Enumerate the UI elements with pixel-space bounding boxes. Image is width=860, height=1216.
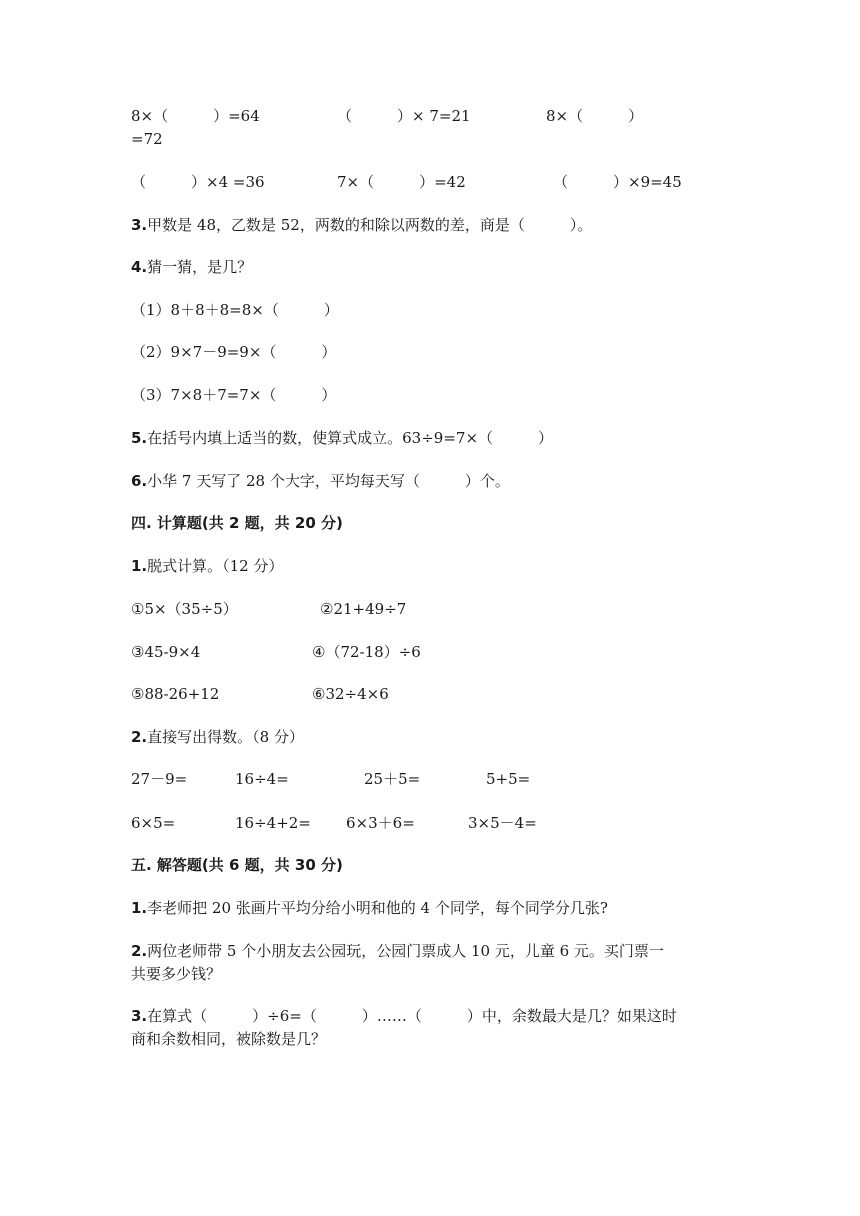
question-text: 李老师把 20 张画片平均分给小明和他的 4 个同学，每个同学分几张? xyxy=(147,899,608,917)
blank-eq-5: 7×（ ）=42 xyxy=(337,173,466,191)
s4-question-2 xyxy=(131,727,304,747)
calc-item-1: ①5×（35÷5） xyxy=(131,600,238,618)
question-number: 1. xyxy=(131,899,148,917)
question-3 xyxy=(131,215,592,235)
blank-eq-1: 8×（ ）=64 xyxy=(131,107,260,125)
calc-item-5: ⑤88-26+12 xyxy=(131,685,220,703)
q4-item-3: （3）7×8＋7=7×（ ） xyxy=(131,386,337,404)
q4-item-2: （2）9×7－9=9×（ ） xyxy=(131,343,337,361)
question-number: 2. xyxy=(131,728,148,746)
blank-eq-3: 8×（ ） xyxy=(546,107,644,125)
section-5-title: 五. 解答题(共 6 题，共 30 分) xyxy=(131,856,343,874)
oral-calc-1: 27－9= xyxy=(131,770,188,788)
s4-question-1 xyxy=(131,556,284,576)
question-text: 小华 7 天写了 28 个大字，平均每天写（ ）个。 xyxy=(147,472,510,490)
s5-question-2-wrap: 共要多少钱？ xyxy=(131,965,222,983)
question-4 xyxy=(131,257,252,277)
calc-item-6: ⑥32÷4×6 xyxy=(312,685,389,703)
s5-question-1 xyxy=(131,898,608,918)
question-number: 3. xyxy=(131,216,148,234)
question-text: 在算式（ ）÷6=（ ）……（ ）中，余数最大是几？如果这时 xyxy=(147,1007,677,1025)
question-text: 甲数是 48，乙数是 52，两数的和除以两数的差，商是（ ）。 xyxy=(147,216,593,234)
blank-eq-2: （ ）× 7=21 xyxy=(337,107,471,125)
question-text: 两位老师带 5 个小朋友去公园玩，公园门票成人 10 元，儿童 6 元。买门票一 xyxy=(147,942,664,960)
question-5 xyxy=(131,428,553,448)
oral-calc-2: 16÷4= xyxy=(235,770,289,788)
q4-item-1: （1）8＋8＋8=8×（ ） xyxy=(131,301,339,319)
blank-eq-6: （ ）×9=45 xyxy=(553,173,682,191)
calc-item-4: ④（72-18）÷6 xyxy=(312,643,421,661)
blank-eq-4: （ ）×4 =36 xyxy=(131,173,265,191)
question-text: 脱式计算。（12 分） xyxy=(147,557,284,575)
oral-calc-6: 16÷4+2= xyxy=(235,814,311,832)
question-number: 1. xyxy=(131,557,148,575)
question-text: 直接写出得数。（8 分） xyxy=(147,728,304,746)
question-number: 6. xyxy=(131,472,148,490)
section-4-title: 四. 计算题(共 2 题，共 20 分) xyxy=(131,514,343,532)
oral-calc-5: 6×5= xyxy=(131,814,176,832)
oral-calc-7: 6×3＋6= xyxy=(346,814,415,832)
question-number: 2. xyxy=(131,942,148,960)
s5-question-3 xyxy=(131,1006,677,1026)
oral-calc-4: 5+5= xyxy=(486,770,531,788)
oral-calc-8: 3×5－4= xyxy=(468,814,537,832)
calc-item-3: ③45-9×4 xyxy=(131,643,201,661)
question-6 xyxy=(131,471,510,491)
calc-item-2: ②21+49÷7 xyxy=(320,600,407,618)
question-number: 5. xyxy=(131,429,148,447)
blank-eq-3-wrap: =72 xyxy=(131,130,163,148)
question-text: 猜一猜，是几？ xyxy=(147,258,253,276)
s5-question-3-wrap: 商和余数相同，被除数是几？ xyxy=(131,1030,327,1048)
question-number: 3. xyxy=(131,1007,148,1025)
question-number: 4. xyxy=(131,258,148,276)
question-text: 在括号内填上适当的数，使算式成立。63÷9=7×（ ） xyxy=(147,429,554,447)
oral-calc-3: 25＋5= xyxy=(364,770,421,788)
s5-question-2 xyxy=(131,941,664,961)
